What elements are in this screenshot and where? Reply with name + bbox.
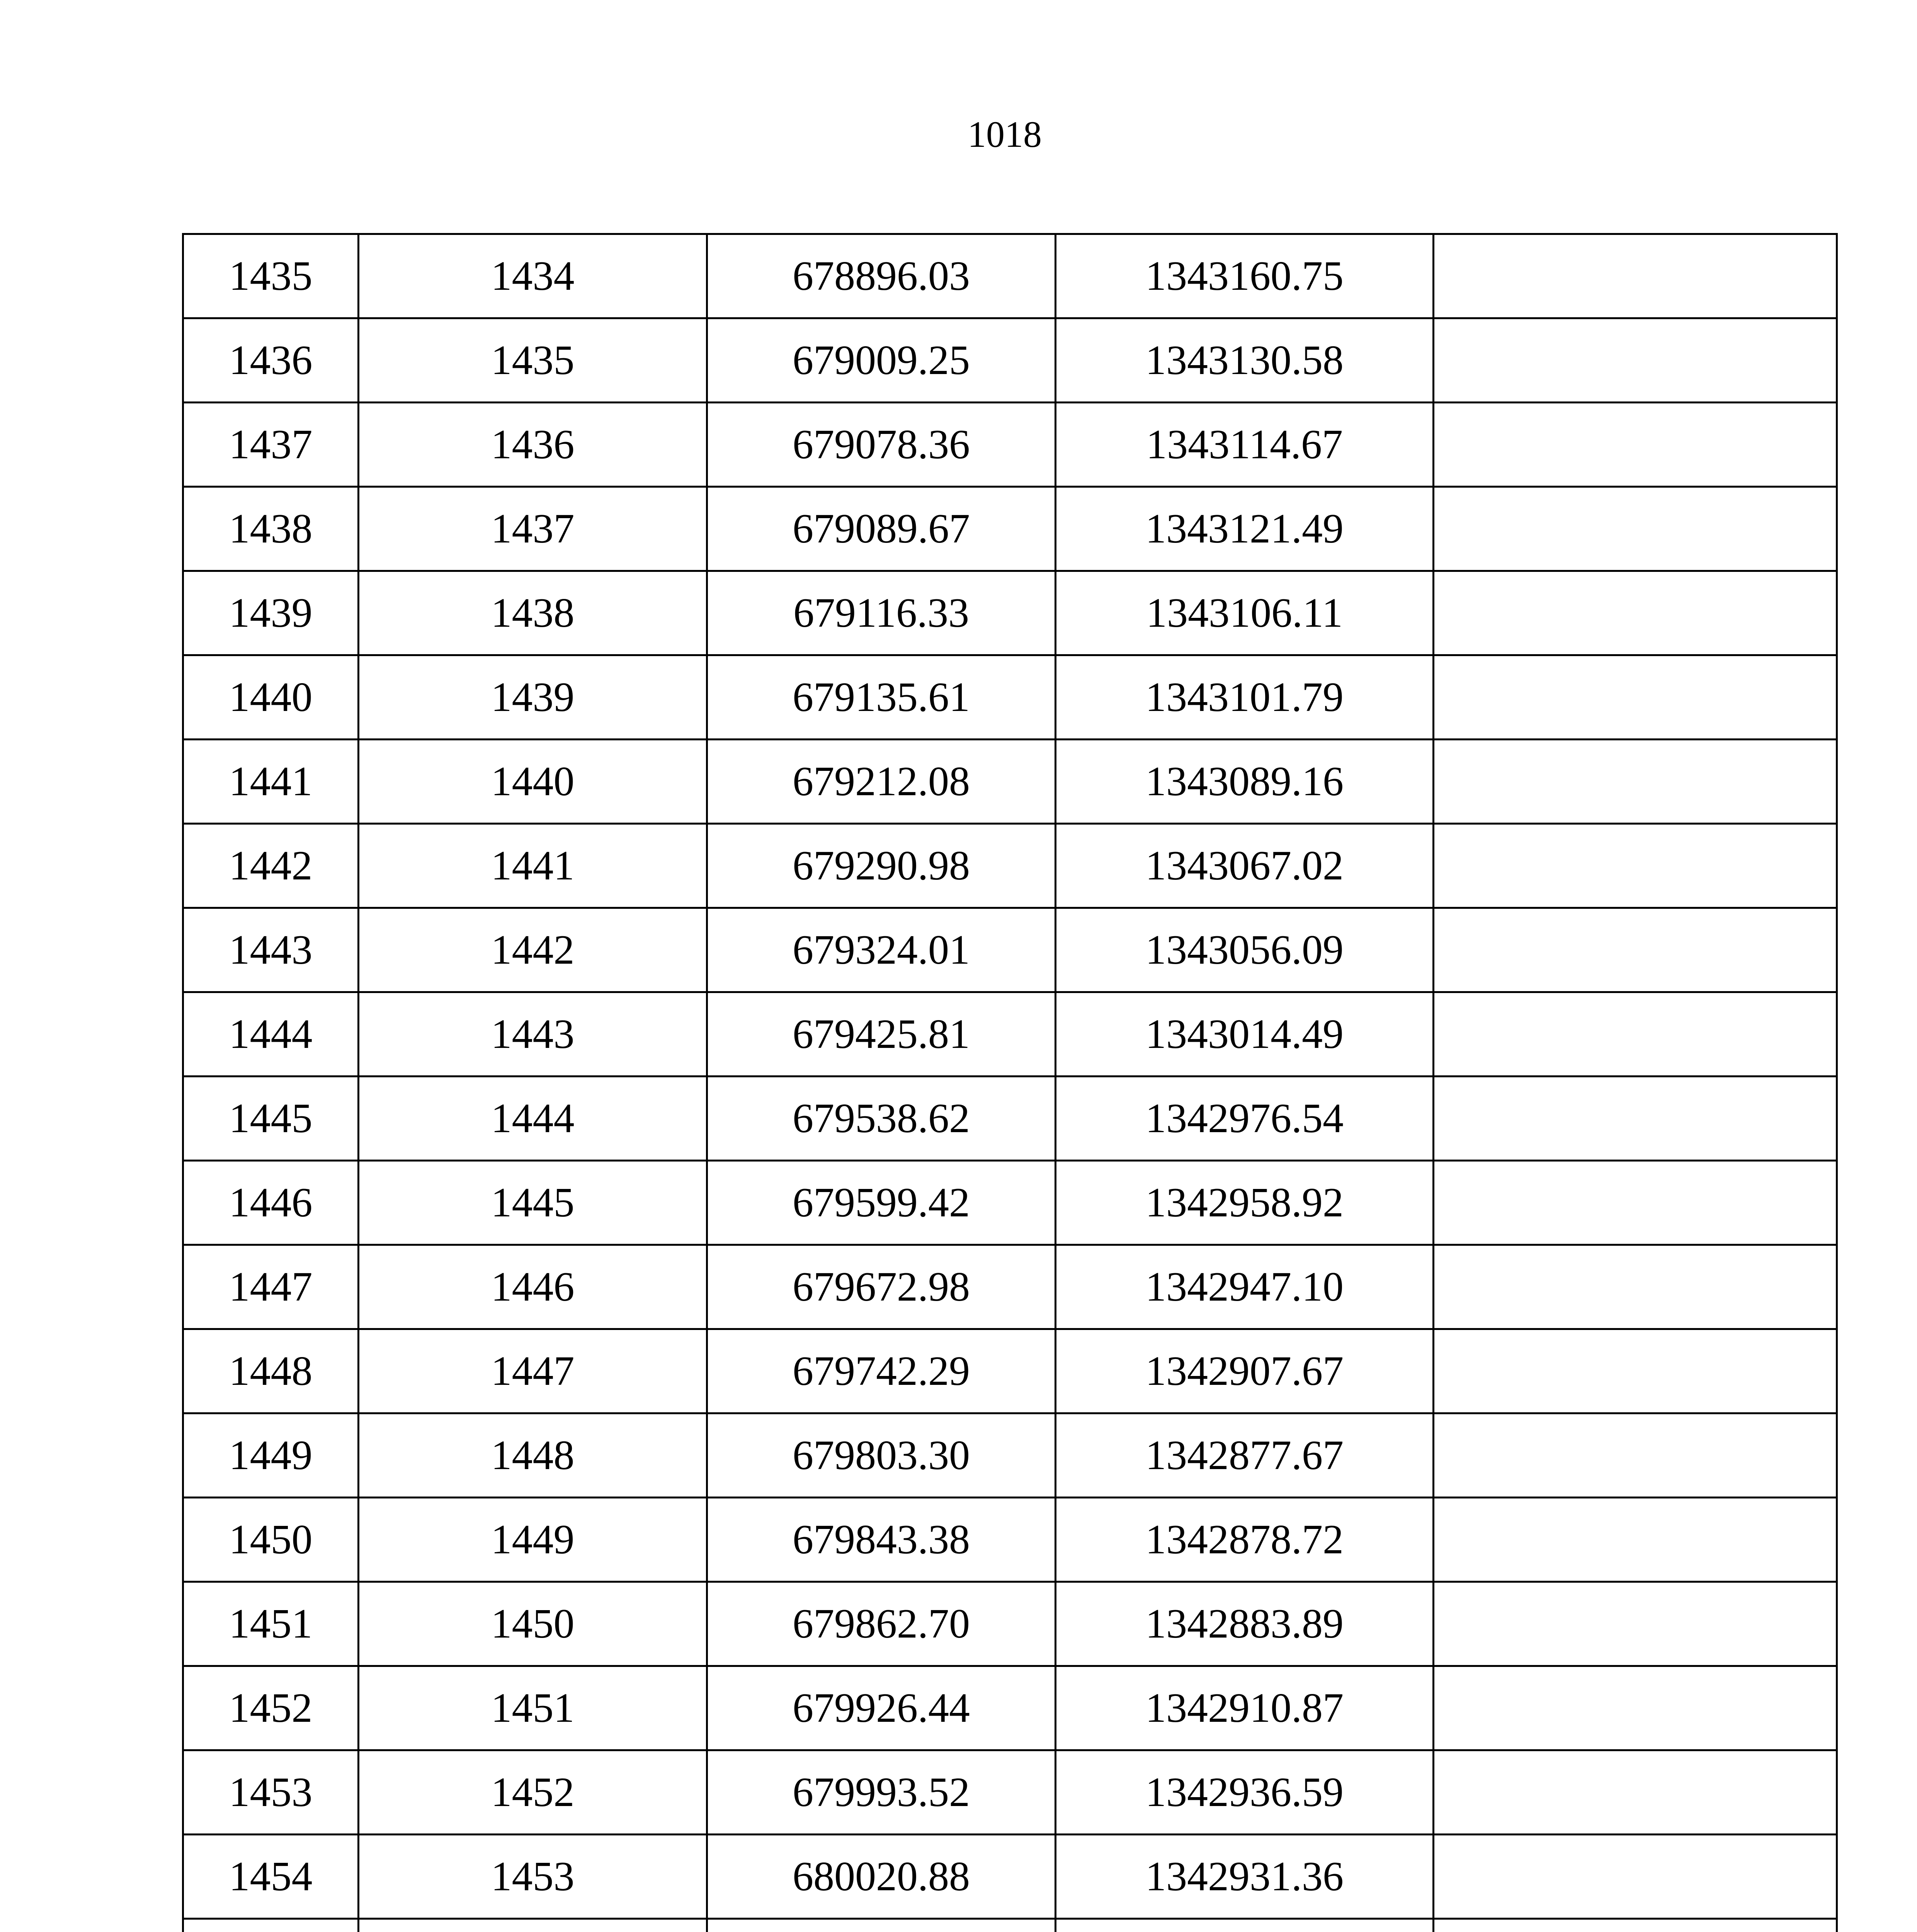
table-row bbox=[183, 655, 1837, 740]
previous-point-cell: 1438 bbox=[359, 571, 707, 655]
x-coordinate-cell: 679089.67 bbox=[707, 487, 1056, 571]
y-coordinate-cell: 1343014.49 bbox=[1056, 992, 1434, 1077]
x-coordinate-cell: 679290.98 bbox=[707, 824, 1056, 908]
x-coordinate-cell: 679926.44 bbox=[707, 1666, 1056, 1750]
x-coordinate-cell: 679212.08 bbox=[707, 740, 1056, 824]
previous-point-cell: 1440 bbox=[359, 740, 707, 824]
page-number: 1018 bbox=[968, 114, 1042, 155]
table-row bbox=[183, 1835, 1837, 1919]
previous-point-cell: 1441 bbox=[359, 824, 707, 908]
table-row bbox=[183, 740, 1837, 824]
previous-point-cell: 1436 bbox=[359, 403, 707, 487]
x-coordinate-cell: 679803.30 bbox=[707, 1413, 1056, 1498]
x-coordinate-cell: 679078.36 bbox=[707, 403, 1056, 487]
remark-cell bbox=[1434, 1919, 1837, 1932]
remark-cell bbox=[1434, 1498, 1837, 1582]
previous-point-cell: 1447 bbox=[359, 1329, 707, 1413]
y-coordinate-cell: 1343114.67 bbox=[1056, 403, 1434, 487]
remark-cell bbox=[1434, 403, 1837, 487]
y-coordinate-cell: 1342976.54 bbox=[1056, 1077, 1434, 1161]
table-row bbox=[183, 318, 1837, 403]
point-number-cell: 1452 bbox=[183, 1666, 359, 1750]
x-coordinate-cell: 679843.38 bbox=[707, 1498, 1056, 1582]
x-coordinate-cell: 678896.03 bbox=[707, 234, 1056, 318]
coordinates-table-body bbox=[183, 234, 1837, 1932]
point-number-cell: 1444 bbox=[183, 992, 359, 1077]
point-number-cell: 1446 bbox=[183, 1161, 359, 1245]
previous-point-cell: 1449 bbox=[359, 1498, 707, 1582]
x-coordinate-cell: 680020.88 bbox=[707, 1835, 1056, 1919]
table-row bbox=[183, 571, 1837, 655]
x-coordinate-cell: 679116.33 bbox=[707, 571, 1056, 655]
table-row bbox=[183, 1750, 1837, 1835]
remark-cell bbox=[1434, 1161, 1837, 1245]
table-row bbox=[183, 1161, 1837, 1245]
table-row bbox=[183, 1413, 1837, 1498]
point-number-cell: 1447 bbox=[183, 1245, 359, 1329]
point-number-cell: 1441 bbox=[183, 740, 359, 824]
point-number-cell: 1440 bbox=[183, 655, 359, 740]
point-number-cell: 1451 bbox=[183, 1582, 359, 1666]
remark-cell bbox=[1434, 1077, 1837, 1161]
point-number-cell: 1448 bbox=[183, 1329, 359, 1413]
previous-point-cell: 1439 bbox=[359, 655, 707, 740]
table-row bbox=[183, 1498, 1837, 1582]
coordinates-table bbox=[182, 233, 1838, 1932]
x-coordinate-cell: 679425.81 bbox=[707, 992, 1056, 1077]
y-coordinate-cell: 1343121.49 bbox=[1056, 487, 1434, 571]
remark-cell bbox=[1434, 234, 1837, 318]
y-coordinate-cell: 1343067.02 bbox=[1056, 824, 1434, 908]
table-row bbox=[183, 403, 1837, 487]
previous-point-cell: 1437 bbox=[359, 487, 707, 571]
x-coordinate-cell: 679009.25 bbox=[707, 318, 1056, 403]
y-coordinate-cell: 1342910.87 bbox=[1056, 1666, 1434, 1750]
table-row bbox=[183, 1919, 1837, 1932]
remark-cell bbox=[1434, 992, 1837, 1077]
x-coordinate-cell: 679599.42 bbox=[707, 1161, 1056, 1245]
remark-cell bbox=[1434, 824, 1837, 908]
x-coordinate-cell: 679862.70 bbox=[707, 1582, 1056, 1666]
table-row bbox=[183, 992, 1837, 1077]
point-number-cell: 1435 bbox=[183, 234, 359, 318]
y-coordinate-cell: 1343089.16 bbox=[1056, 740, 1434, 824]
y-coordinate-cell: 1342947.10 bbox=[1056, 1245, 1434, 1329]
table-row bbox=[183, 824, 1837, 908]
previous-point-cell: 1442 bbox=[359, 908, 707, 992]
table-row bbox=[183, 908, 1837, 992]
y-coordinate-cell: 1342936.59 bbox=[1056, 1750, 1434, 1835]
previous-point-cell: 1444 bbox=[359, 1077, 707, 1161]
remark-cell bbox=[1434, 1835, 1837, 1919]
x-coordinate-cell: 679538.62 bbox=[707, 1077, 1056, 1161]
previous-point-cell: 1450 bbox=[359, 1582, 707, 1666]
point-number-cell: 1453 bbox=[183, 1750, 359, 1835]
remark-cell bbox=[1434, 1329, 1837, 1413]
y-coordinate-cell: 1343056.09 bbox=[1056, 908, 1434, 992]
y-coordinate-cell: 1342877.67 bbox=[1056, 1413, 1434, 1498]
previous-point-cell: 1446 bbox=[359, 1245, 707, 1329]
previous-point-cell: 1445 bbox=[359, 1161, 707, 1245]
y-coordinate-cell: 1342883.89 bbox=[1056, 1582, 1434, 1666]
remark-cell bbox=[1434, 1582, 1837, 1666]
table-row bbox=[183, 234, 1837, 318]
x-coordinate-cell: 679324.01 bbox=[707, 908, 1056, 992]
previous-point-cell: 1452 bbox=[359, 1750, 707, 1835]
remark-cell bbox=[1434, 740, 1837, 824]
table-row bbox=[183, 1329, 1837, 1413]
previous-point-cell: 1451 bbox=[359, 1666, 707, 1750]
point-number-cell: 1439 bbox=[183, 571, 359, 655]
remark-cell bbox=[1434, 655, 1837, 740]
table-row bbox=[183, 487, 1837, 571]
previous-point-cell: 1443 bbox=[359, 992, 707, 1077]
remark-cell bbox=[1434, 1245, 1837, 1329]
table-row bbox=[183, 1245, 1837, 1329]
y-coordinate-cell: 1342958.92 bbox=[1056, 1161, 1434, 1245]
x-coordinate-cell: 679672.98 bbox=[707, 1245, 1056, 1329]
previous-point-cell: 1448 bbox=[359, 1413, 707, 1498]
x-coordinate-cell: 679135.61 bbox=[707, 655, 1056, 740]
remark-cell bbox=[1434, 1750, 1837, 1835]
previous-point-cell: 1453 bbox=[359, 1835, 707, 1919]
y-coordinate-cell: 1342931.36 bbox=[1056, 1835, 1434, 1919]
previous-point-cell: 1434 bbox=[359, 234, 707, 318]
remark-cell bbox=[1434, 1413, 1837, 1498]
point-number-cell: 1445 bbox=[183, 1077, 359, 1161]
y-coordinate-cell: 1342878.72 bbox=[1056, 1498, 1434, 1582]
remark-cell bbox=[1434, 318, 1837, 403]
remark-cell bbox=[1434, 908, 1837, 992]
y-coordinate-cell: 1342907.67 bbox=[1056, 1329, 1434, 1413]
previous-point-cell bbox=[359, 1919, 707, 1932]
point-number-cell: 1442 bbox=[183, 824, 359, 908]
table-row bbox=[183, 1666, 1837, 1750]
y-coordinate-cell: 1343160.75 bbox=[1056, 234, 1434, 318]
y-coordinate-cell: 1343101.79 bbox=[1056, 655, 1434, 740]
point-number-cell: 1454 bbox=[183, 1835, 359, 1919]
y-coordinate-cell: 1343130.58 bbox=[1056, 318, 1434, 403]
point-number-cell: 1438 bbox=[183, 487, 359, 571]
y-coordinate-cell: 1343106.11 bbox=[1056, 571, 1434, 655]
point-number-cell: 1436 bbox=[183, 318, 359, 403]
remark-cell bbox=[1434, 487, 1837, 571]
x-coordinate-cell: 679993.52 bbox=[707, 1750, 1056, 1835]
point-number-cell: 1443 bbox=[183, 908, 359, 992]
point-number-cell bbox=[183, 1919, 359, 1932]
remark-cell bbox=[1434, 571, 1837, 655]
previous-point-cell: 1435 bbox=[359, 318, 707, 403]
x-coordinate-cell bbox=[707, 1919, 1056, 1932]
table-row bbox=[183, 1582, 1837, 1666]
x-coordinate-cell: 679742.29 bbox=[707, 1329, 1056, 1413]
point-number-cell: 1449 bbox=[183, 1413, 359, 1498]
remark-cell bbox=[1434, 1666, 1837, 1750]
point-number-cell: 1437 bbox=[183, 403, 359, 487]
y-coordinate-cell bbox=[1056, 1919, 1434, 1932]
point-number-cell: 1450 bbox=[183, 1498, 359, 1582]
table-row bbox=[183, 1077, 1837, 1161]
